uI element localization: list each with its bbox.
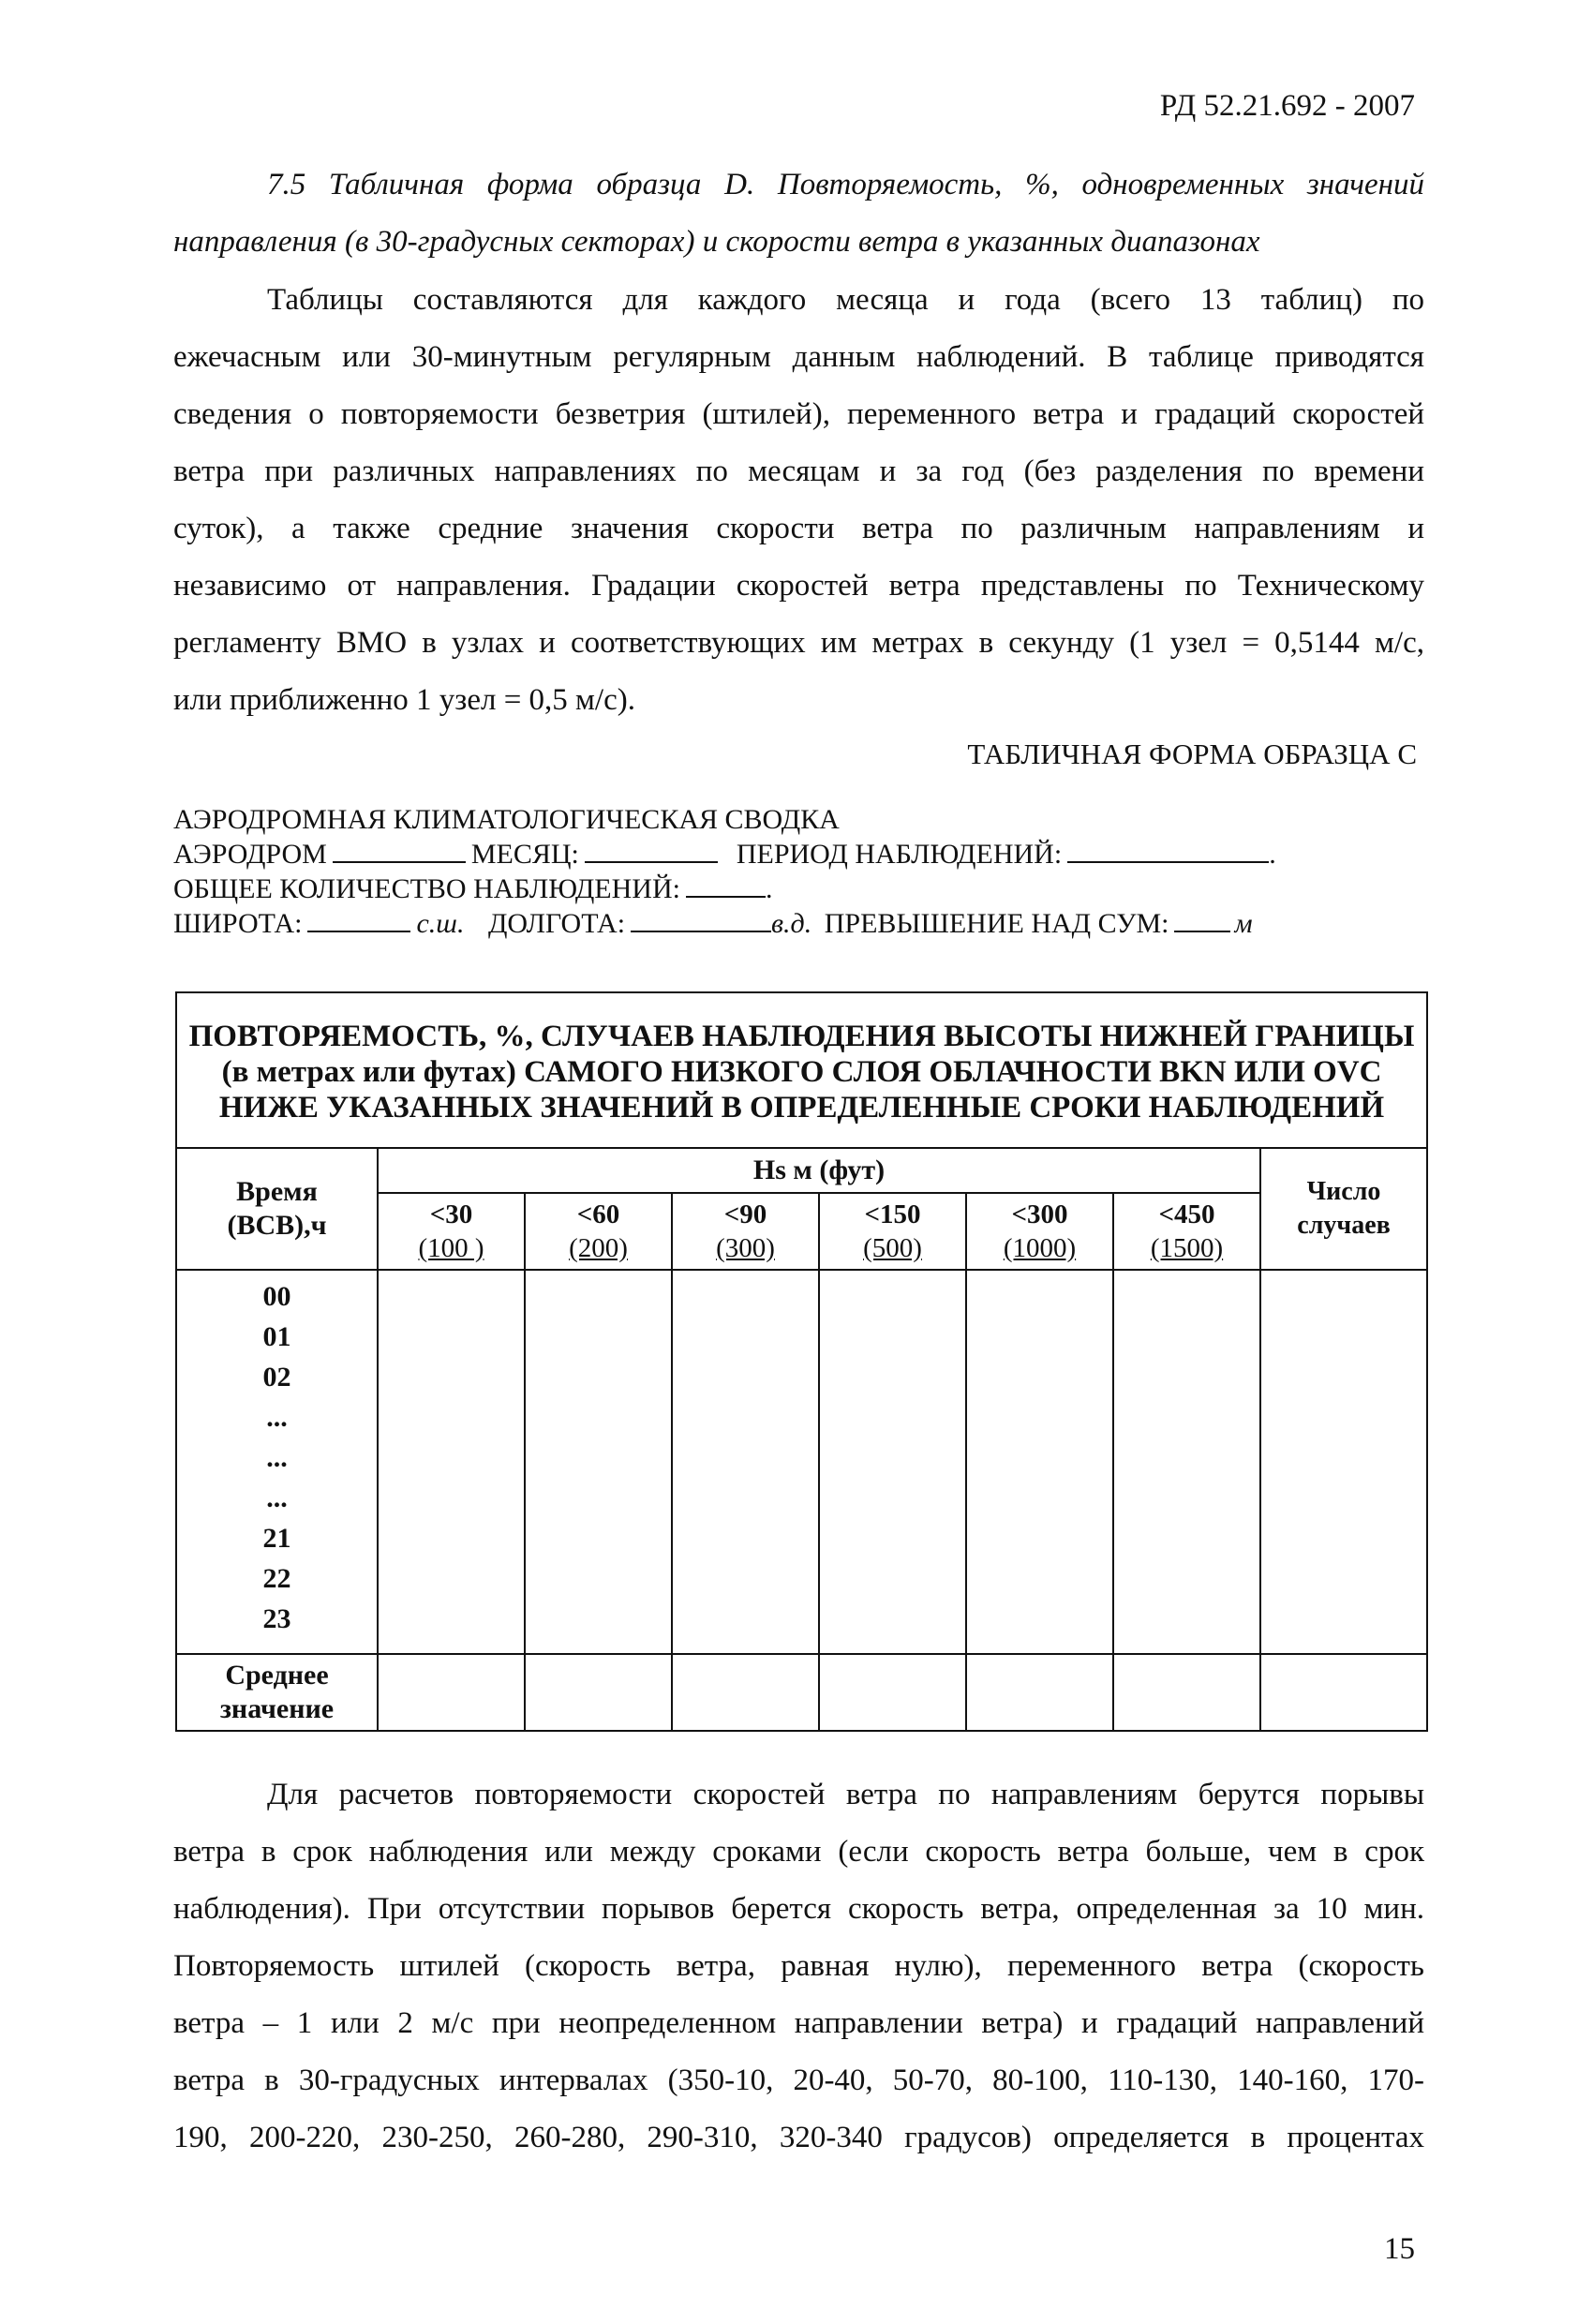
period-blank: [1067, 837, 1269, 863]
document-code: РД 52.21.692 - 2007: [1159, 89, 1415, 123]
form-sample-label: ТАБЛИЧНАЯ ФОРМА ОБРАЗЦА С: [967, 737, 1417, 770]
text-line: ветра при различных направлениях по месяцам и за год (без разделения по времени: [173, 454, 1424, 488]
month-label: МЕСЯЦ:: [470, 839, 579, 870]
form-row-coords: [173, 906, 1424, 941]
data-cell: [378, 1270, 525, 1654]
avg-label-line1: Среднее: [225, 1660, 329, 1691]
time-label: 02: [262, 1362, 291, 1393]
time-list-cell: [176, 1270, 378, 1654]
threshold-ft: (300): [716, 1233, 775, 1263]
longitude-label: ДОЛГОТА:: [487, 908, 626, 939]
intro-paragraph: [173, 272, 1424, 729]
time-label: 21: [262, 1523, 291, 1554]
text-line: ветра в срок наблюдения или между сроками (если скорость ветра больше, чем в срок: [173, 1835, 1424, 1869]
threshold-column-header: [966, 1193, 1113, 1270]
data-cell: [1260, 1270, 1427, 1654]
elevation-unit: м: [1234, 908, 1253, 939]
count-header-line1: Число: [1306, 1177, 1381, 1206]
threshold-ft: (500): [863, 1233, 922, 1263]
avg-label-line2: значение: [219, 1693, 335, 1724]
threshold-m: <450: [1158, 1199, 1215, 1229]
threshold-ft: (100 ): [418, 1233, 484, 1263]
time-column-header: [176, 1148, 378, 1270]
time-label: ...: [266, 1482, 288, 1513]
total-dot: .: [765, 873, 773, 904]
threshold-column-header: [672, 1193, 819, 1270]
data-cell: [1113, 1654, 1260, 1731]
threshold-ft: (1000): [1003, 1233, 1077, 1263]
aerodrome-label: АЭРОДРОМ: [173, 839, 327, 870]
data-cell: [525, 1270, 672, 1654]
threshold-ft: (200): [569, 1233, 628, 1263]
threshold-m: <300: [1011, 1199, 1068, 1229]
text-line: сведения о повторяемости безветрия (штилей), переменного ветра и градаций скоростей: [173, 397, 1424, 431]
text-line: ветра – 1 или 2 м/с при неопределенном направлении ветра) и градаций направлений: [173, 2006, 1424, 2040]
data-cell: [525, 1654, 672, 1731]
period-dot: .: [1269, 839, 1276, 870]
latitude-unit: с.ш.: [416, 908, 465, 939]
elevation-blank: [1174, 906, 1230, 932]
elevation-label: ПРЕВЫШЕНИЕ НАД СУМ:: [824, 908, 1169, 939]
threshold-column-header: [1113, 1193, 1260, 1270]
count-column-header: [1260, 1148, 1427, 1270]
period-label: ПЕРИОД НАБЛЮДЕНИЙ:: [736, 839, 1063, 870]
longitude-unit: в.д.: [771, 908, 812, 939]
form-row-aerodrome: [173, 837, 1424, 872]
data-cell: [1260, 1654, 1427, 1731]
total-blank: [686, 872, 766, 898]
latitude-blank: [307, 906, 410, 932]
text-line: ветра в 30-градусных интервалах (350-10, 20-40, 50-70, 80-100, 110-130, 140-160, 170-: [173, 2063, 1424, 2097]
cloud-base-table: [175, 991, 1426, 1732]
followup-paragraph: [173, 1766, 1424, 2167]
text-line: Для расчетов повторяемости скоростей ветра по направлениям берутся порывы: [267, 1778, 1424, 1811]
threshold-m: <90: [723, 1199, 767, 1229]
data-cell: [1113, 1270, 1260, 1654]
latitude-label: ШИРОТА:: [173, 908, 303, 939]
form-title: АЭРОДРОМНАЯ КЛИМАТОЛОГИЧЕСКАЯ СВОДКА: [173, 804, 840, 835]
average-row-label: [176, 1654, 378, 1731]
text-line: Таблицы составляются для каждого месяца и года (всего 13 таблиц) по: [267, 283, 1424, 317]
threshold-column-header: [378, 1193, 525, 1270]
text-line: суток), а также средние значения скорости ветра по различным направлениям и: [173, 512, 1424, 545]
time-label: ...: [266, 1442, 288, 1473]
hs-column-header: Hs м (фут): [378, 1148, 1260, 1193]
time-header-line2: (ВСВ),ч: [227, 1210, 327, 1241]
data-cell: [672, 1270, 819, 1654]
text-line: независимо от направления. Градации скоростей ветра представлены по Техническому: [173, 569, 1424, 603]
aerodrome-blank: [333, 837, 466, 863]
data-cell: [819, 1270, 966, 1654]
threshold-m: <30: [429, 1199, 473, 1229]
time-label: 22: [262, 1563, 291, 1594]
count-header-line2: случаев: [1297, 1211, 1391, 1240]
data-cell: [966, 1654, 1113, 1731]
form-header-fields: [173, 803, 1424, 941]
threshold-column-header: [525, 1193, 672, 1270]
data-cell: [966, 1270, 1113, 1654]
text-line: 190, 200-220, 230-250, 260-280, 290-310, 320-340 градусов) определяется в процентах: [173, 2121, 1424, 2154]
heading-line: направления (в 30-градусных секторах) и скорости ветра в указанных диапазонах: [173, 225, 1260, 259]
data-cell: [819, 1654, 966, 1731]
time-label: 01: [262, 1321, 291, 1352]
data-cell: [672, 1654, 819, 1731]
threshold-m: <60: [576, 1199, 620, 1229]
text-line: ежечасным или 30-минутным регулярным данным наблюдений. В таблице приводятся: [173, 340, 1424, 374]
text-line: или приближенно 1 узел = 0,5 м/с).: [173, 683, 635, 717]
text-line: регламенту ВМО в узлах и соответствующих им метрах в секунду (1 узел = 0,5144 м/с,: [173, 626, 1424, 660]
time-label: ...: [266, 1402, 288, 1433]
data-cell: [378, 1654, 525, 1731]
page-number: 15: [1384, 2232, 1415, 2266]
form-row-total: [173, 872, 1424, 906]
time-label: 00: [262, 1281, 291, 1312]
longitude-blank: [631, 906, 771, 932]
total-label: ОБЩЕЕ КОЛИЧЕСТВО НАБЛЮДЕНИЙ:: [173, 873, 680, 904]
text-line: Повторяемость штилей (скорость ветра, равная нулю), переменного ветра (скорость: [173, 1949, 1424, 1983]
section-heading: [173, 156, 1424, 271]
threshold-m: <150: [864, 1199, 921, 1229]
threshold-column-header: [819, 1193, 966, 1270]
heading-line: 7.5 Табличная форма образца D. Повторяемость, %, одновременных значений: [267, 168, 1424, 201]
threshold-ft: (1500): [1150, 1233, 1224, 1263]
text-line: наблюдения). При отсутствии порывов берется скорость ветра, определенная за 10 мин.: [173, 1892, 1424, 1926]
time-header-line1: Время: [236, 1176, 318, 1207]
time-label: 23: [262, 1603, 291, 1634]
table-title: ПОВТОРЯЕМОСТЬ, %, СЛУЧАЕВ НАБЛЮДЕНИЯ ВЫСОТЫ НИЖНЕЙ ГРАНИЦЫ (в метрах или футах) САМОГО НИЗКОГО СЛОЯ ОБЛАЧНОСТИ BKN ИЛИ OVC НИЖЕ УКАЗАННЫХ ЗНАЧЕНИЙ В ОПРЕДЕЛЕННЫЕ СРОКИ НАБЛЮДЕНИЙ: [176, 992, 1427, 1148]
month-blank: [585, 837, 718, 863]
